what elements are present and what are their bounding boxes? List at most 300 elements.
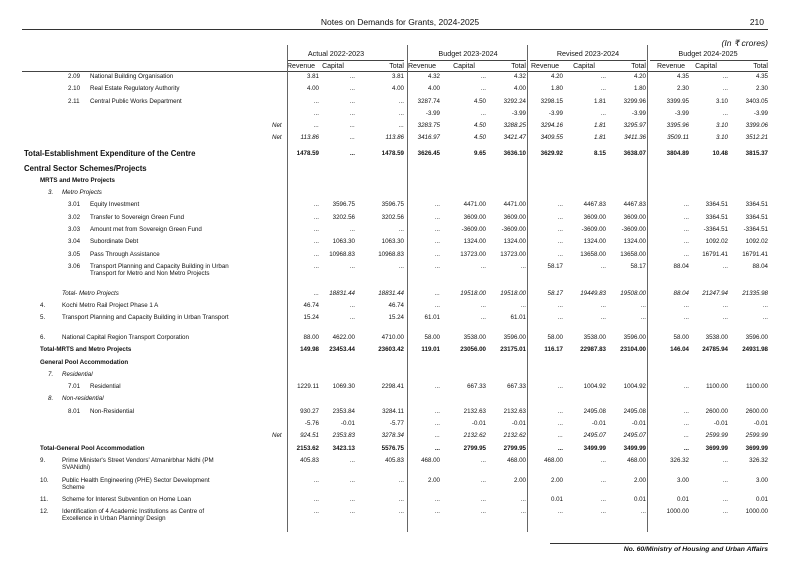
cell-value: ... (434, 302, 440, 310)
cell-value: 1.81 (593, 134, 606, 142)
cell-value: -3.99 (674, 109, 689, 117)
sub-header-capital: Capital (322, 63, 344, 70)
cell-value: 4467.83 (623, 201, 646, 209)
cell-value: 0.01 (676, 496, 689, 504)
cell-value: ... (313, 508, 319, 516)
group-header-budget-2023: Budget 2023-2024 (438, 49, 498, 58)
cell-value: ... (600, 85, 606, 93)
row-label: MRTS and Metro Projects (40, 176, 115, 184)
cell-value: ... (600, 476, 606, 484)
cell-value: 18831.44 (329, 289, 355, 297)
sub-header-revenue: Revenue (531, 63, 560, 70)
row-label: Central Public Works Department (90, 97, 182, 105)
cell-value: ... (480, 262, 486, 270)
cell-value: 326.32 (749, 456, 768, 464)
cell-value: 4622.00 (332, 333, 355, 341)
table-row (0, 407, 800, 419)
cell-value: 24785.94 (702, 346, 728, 354)
cell-value: 667.33 (507, 383, 526, 391)
cell-value: 3699.99 (705, 444, 728, 452)
cell-value: ... (640, 314, 646, 322)
cell-value: 3294.16 (540, 122, 563, 130)
cell-value: 3395.96 (666, 122, 689, 130)
cell-value: 2298.41 (381, 383, 404, 391)
cell-value: ... (434, 432, 440, 440)
cell-value: 3.00 (755, 476, 768, 484)
cell-value: 2353.83 (332, 432, 355, 440)
table-row (0, 250, 800, 262)
cell-value: 3609.00 (623, 213, 646, 221)
cell-value: 3538.00 (583, 333, 606, 341)
cell-value: -0.01 (340, 420, 355, 428)
cell-value: 3283.75 (417, 122, 440, 130)
sub-header-capital: Capital (573, 63, 595, 70)
cell-value: 0.01 (633, 496, 646, 504)
cell-value: 3298.15 (540, 97, 563, 105)
table-row (0, 289, 800, 301)
cell-value: 2495.08 (623, 407, 646, 415)
cell-value: ... (480, 302, 486, 310)
cell-value: ... (683, 407, 689, 415)
cell-value: ... (683, 238, 689, 246)
cell-value: ... (398, 262, 404, 270)
cell-value: 61.01 (424, 314, 440, 322)
cell-value: 3299.96 (623, 97, 646, 105)
cell-value: ... (722, 73, 728, 80)
cell-value: 4.32 (513, 73, 526, 80)
row-label: General Pool Accommodation (40, 358, 129, 366)
sub-header-total: Total (753, 63, 768, 70)
cell-value: 88.04 (673, 262, 689, 270)
cell-value: 3288.25 (503, 122, 526, 130)
cell-value: ... (313, 496, 319, 504)
cell-value: 146.04 (670, 346, 689, 354)
cell-value: ... (683, 444, 689, 452)
cell-value: 4.50 (473, 134, 486, 142)
table-row (0, 456, 800, 476)
row-label: Pass Through Assistance (90, 250, 160, 258)
table-row (0, 84, 800, 96)
cell-value: 3364.51 (705, 213, 728, 221)
cell-value: 2.30 (755, 85, 768, 93)
cell-value: ... (722, 496, 728, 504)
cell-value: 3295.97 (623, 122, 646, 130)
cell-value: 468.00 (544, 456, 563, 464)
cell-value: 2132.62 (503, 432, 526, 440)
table-row (0, 394, 800, 406)
cell-value: 5576.75 (381, 444, 404, 452)
cell-value: -0.01 (511, 420, 526, 428)
cell-value: 3512.21 (745, 134, 768, 142)
row-code: 3.05 (68, 250, 81, 258)
cell-value: ... (557, 420, 563, 428)
cell-value: 3609.00 (583, 213, 606, 221)
cell-value: ... (600, 109, 606, 117)
cell-value: 2599.99 (705, 432, 728, 440)
cell-value: 2.00 (633, 476, 646, 484)
cell-value: 58.00 (673, 333, 689, 341)
table-row (0, 507, 800, 527)
cell-value: ... (313, 122, 319, 130)
cell-value: ... (480, 496, 486, 504)
cell-value: ... (480, 476, 486, 484)
table-row (0, 133, 800, 145)
cell-value: ... (600, 262, 606, 270)
cell-value: ... (557, 238, 563, 246)
row-label: National Building Organisation (90, 73, 174, 80)
cell-value: 13658.00 (620, 250, 646, 258)
table-row (0, 313, 800, 333)
cell-value: ... (313, 289, 319, 297)
row-label: Central Sector Schemes/Projects (24, 163, 147, 173)
cell-value: 16791.41 (702, 250, 728, 258)
cell-value: 1324.00 (583, 238, 606, 246)
cell-value: -5.76 (304, 420, 319, 428)
table-row (0, 358, 800, 370)
cell-value: 2.30 (676, 85, 689, 93)
group-rule (410, 60, 526, 61)
cell-value: ... (434, 213, 440, 221)
cell-value: 3364.51 (705, 201, 728, 209)
table-row (0, 176, 800, 188)
cell-value: 405.83 (385, 456, 404, 464)
cell-value: -3.99 (548, 109, 563, 117)
cell-value: ... (557, 225, 563, 233)
cell-value: 3609.00 (463, 213, 486, 221)
row-code: 3.06 (68, 262, 81, 270)
row-code: 8. (48, 395, 54, 403)
cell-value: ... (349, 496, 355, 504)
cell-value: ... (557, 250, 563, 258)
cell-value: 3815.37 (745, 149, 768, 157)
cell-value: ... (683, 432, 689, 440)
cell-value: ... (600, 314, 606, 322)
row-label: Transport Planning and Capacity Building in Urban Transport for Metro and Non Metro Projects (90, 262, 229, 277)
table-row (0, 188, 800, 200)
row-label: Non-Residential (90, 407, 135, 415)
cell-value: 3411.36 (624, 134, 646, 142)
cell-value: ... (640, 302, 646, 310)
row-label: Total-Establishment Expenditure of the Centre (24, 148, 196, 158)
footer-rule (550, 543, 768, 544)
cell-value: ... (683, 314, 689, 322)
cell-value: ... (349, 456, 355, 464)
table-row (0, 333, 800, 345)
cell-value: ... (762, 314, 768, 322)
cell-value: 23453.44 (329, 346, 355, 354)
cell-value: ... (398, 496, 404, 504)
cell-value: 3.81 (391, 73, 404, 80)
cell-value: 2132.63 (463, 407, 486, 415)
cell-value: ... (434, 289, 440, 297)
cell-value: ... (349, 508, 355, 516)
table-body (0, 72, 800, 527)
cell-value: ... (683, 302, 689, 310)
table-row (0, 237, 800, 249)
cell-value: ... (557, 444, 563, 452)
row-label: Subordinate Debt (90, 238, 139, 246)
cell-value: ... (600, 496, 606, 504)
sub-header-revenue: Revenue (408, 63, 437, 70)
cell-value: ... (434, 262, 440, 270)
cell-value: ... (349, 302, 355, 310)
cell-value: ... (557, 508, 563, 516)
row-code: 6. (40, 333, 46, 341)
cell-value: 468.00 (421, 456, 440, 464)
group-rule (530, 60, 646, 61)
row-code: 3. (48, 189, 54, 197)
sub-header-total: Total (511, 63, 526, 70)
cell-value: ... (434, 407, 440, 415)
cell-value: ... (520, 496, 526, 504)
cell-value: 1069.30 (332, 383, 355, 391)
page-number: 210 (749, 17, 764, 27)
cell-value: 88.04 (752, 262, 768, 270)
cell-value: 3202.56 (381, 213, 404, 221)
cell-value: 3629.92 (540, 149, 563, 157)
cell-value: ... (683, 420, 689, 428)
cell-value: ... (600, 302, 606, 310)
cell-value: 4.35 (755, 73, 768, 80)
cell-value: 468.00 (627, 456, 646, 464)
cell-value: 61.01 (510, 314, 526, 322)
cell-value: ... (557, 383, 563, 391)
cell-value: ... (349, 97, 355, 105)
cell-value: ... (480, 73, 486, 80)
cell-value: 2132.63 (503, 407, 526, 415)
row-label: Total- Metro Projects (62, 289, 119, 297)
table-row (0, 345, 800, 357)
cell-value: 10.48 (712, 149, 728, 157)
cell-value: 0.01 (755, 496, 768, 504)
group-header-revised-2023: Revised 2023-2024 (556, 49, 620, 58)
cell-value: ... (722, 456, 728, 464)
cell-value: 1092.02 (705, 238, 728, 246)
cell-value: 1324.00 (623, 238, 646, 246)
cell-value: ... (434, 508, 440, 516)
cell-value: ... (557, 201, 563, 209)
cell-value: 4471.00 (503, 201, 526, 209)
cell-value: 3509.11 (667, 134, 689, 142)
cell-value: 1063.30 (332, 238, 355, 246)
cell-value: 8.15 (593, 149, 606, 157)
cell-value: 13723.00 (500, 250, 526, 258)
cell-value: 15.24 (303, 314, 319, 322)
cell-value: ... (557, 213, 563, 221)
cell-value: 4710.00 (381, 333, 404, 341)
cell-value: 4467.83 (583, 201, 606, 209)
cell-value: 88.04 (673, 289, 689, 297)
cell-value: 58.00 (424, 333, 440, 341)
cell-value: ... (480, 85, 486, 93)
cell-value: 1092.02 (745, 238, 768, 246)
cell-value: ... (557, 314, 563, 322)
cell-value: ... (349, 149, 355, 157)
cell-value: -5.77 (389, 420, 404, 428)
cell-value: 4.35 (676, 73, 689, 80)
sub-header-capital: Capital (453, 63, 475, 70)
cell-value: 4.50 (473, 122, 486, 130)
cell-value: 1324.00 (463, 238, 486, 246)
row-code: 3.02 (68, 213, 81, 221)
cell-value: -3364.51 (703, 225, 728, 233)
cell-value: 2600.00 (705, 407, 728, 415)
row-code: 3.04 (68, 238, 81, 246)
cell-value: ... (398, 97, 404, 105)
cell-value: -0.01 (591, 420, 606, 428)
cell-value: 2799.95 (463, 444, 486, 452)
cell-value: 58.17 (547, 262, 563, 270)
cell-value: ... (722, 109, 728, 117)
cell-value: ... (520, 508, 526, 516)
cell-value: 3287.74 (417, 97, 440, 105)
cell-value: 3596.00 (623, 333, 646, 341)
cell-value: ... (398, 109, 404, 117)
cell-value: ... (600, 456, 606, 464)
sub-header-total: Total (631, 63, 646, 70)
cell-value: ... (722, 85, 728, 93)
row-label: Transfer to Sovereign Green Fund (90, 213, 185, 221)
cell-value: 113.86 (300, 134, 319, 142)
cell-value: 13723.00 (460, 250, 486, 258)
row-label: National Capital Region Transport Corporation (62, 333, 189, 341)
cell-value: 19518.00 (460, 289, 486, 297)
row-code: 7.01 (68, 383, 81, 391)
cell-value: 2495.08 (583, 407, 606, 415)
cell-value: 3364.51 (745, 201, 768, 209)
cell-value: 3399.95 (666, 97, 689, 105)
cell-value: ... (557, 407, 563, 415)
table-row (0, 382, 800, 394)
footer-text: No. 60/Ministry of Housing and Urban Affairs (623, 546, 768, 553)
cell-value: ... (722, 314, 728, 322)
group-header-actual: Actual 2022-2023 (307, 49, 365, 58)
cell-value: 1478.59 (381, 149, 404, 157)
row-code: 5. (40, 314, 46, 322)
cell-value: 2.00 (513, 476, 526, 484)
cell-value: 1000.00 (666, 508, 689, 516)
row-label: Public Health Engineering (PHE) Sector Development Scheme (62, 476, 210, 491)
cell-value: 116.17 (544, 346, 563, 354)
cell-value: -3364.51 (743, 225, 768, 233)
sub-header-revenue: Revenue (657, 63, 686, 70)
cell-value: ... (722, 508, 728, 516)
cell-value: ... (557, 432, 563, 440)
cell-value: 3596.00 (503, 333, 526, 341)
row-code: 12. (40, 508, 49, 516)
cell-value: 113.86 (385, 134, 404, 142)
cell-value: 3626.45 (417, 149, 440, 157)
cell-value: 2600.00 (745, 407, 768, 415)
cell-value: 3596.75 (381, 201, 404, 209)
sub-header-revenue: Revenue (287, 63, 316, 70)
cell-value: 4.00 (391, 85, 404, 93)
cell-value: 3596.00 (745, 333, 768, 341)
cell-value: ... (480, 109, 486, 117)
cell-value: 468.00 (507, 456, 526, 464)
cell-value: 4.00 (513, 85, 526, 93)
cell-value: 149.98 (300, 346, 319, 354)
cell-value: 326.32 (670, 456, 689, 464)
cell-value: -0.01 (631, 420, 646, 428)
cell-value: 4.00 (306, 85, 319, 93)
cell-value: 3278.34 (381, 432, 404, 440)
row-code: 2.09 (68, 73, 81, 80)
sub-header-capital: Capital (695, 63, 717, 70)
table-row (0, 495, 800, 507)
cell-value: 16791.41 (742, 250, 768, 258)
cell-value: 3638.07 (623, 149, 646, 157)
row-label: Non-residential (62, 395, 104, 403)
cell-value: 2153.62 (296, 444, 319, 452)
row-code: 9. (40, 456, 46, 464)
cell-value: 3499.99 (623, 444, 646, 452)
cell-value: ... (349, 122, 355, 130)
table-row (0, 301, 800, 313)
cell-value: -3.99 (631, 109, 646, 117)
table-row (0, 146, 800, 161)
cell-value: 1324.00 (503, 238, 526, 246)
cell-value: ... (683, 383, 689, 391)
cell-value: -3.99 (511, 109, 526, 117)
cell-value: 58.17 (547, 289, 563, 297)
cell-value: 3.10 (715, 134, 728, 142)
cell-value: -3.99 (425, 109, 440, 117)
cell-value: 1229.11 (297, 383, 319, 391)
cell-value: 58.17 (630, 262, 646, 270)
table-row (0, 476, 800, 496)
cell-value: 3.10 (715, 97, 728, 105)
cell-value: 3409.55 (540, 134, 563, 142)
cell-value: 2799.95 (503, 444, 526, 452)
cell-value: 46.74 (388, 302, 404, 310)
cell-value: 3292.24 (503, 97, 526, 105)
cell-value: 23056.00 (460, 346, 486, 354)
cell-value: ... (313, 109, 319, 117)
cell-value: ... (313, 97, 319, 105)
cell-value: ... (349, 109, 355, 117)
cell-value: ... (434, 238, 440, 246)
cell-value: 2132.62 (463, 432, 486, 440)
cell-value: -3609.00 (501, 225, 526, 233)
cell-value: ... (349, 85, 355, 93)
table-row (0, 262, 800, 289)
cell-value: 21247.94 (702, 289, 728, 297)
table-row (0, 72, 800, 84)
cell-value: ... (520, 302, 526, 310)
cell-value: ... (722, 476, 728, 484)
row-label: Kochi Metro Rail Project Phase 1 A (62, 302, 159, 310)
cell-value: ... (683, 201, 689, 209)
cell-value: 2495.07 (623, 432, 646, 440)
cell-value: ... (434, 250, 440, 258)
cell-value: ... (434, 496, 440, 504)
cell-value: 23603.42 (378, 346, 404, 354)
cell-value: ... (398, 508, 404, 516)
cell-value: ... (434, 201, 440, 209)
cell-value: 4471.00 (463, 201, 486, 209)
cell-value: 1100.00 (706, 383, 728, 391)
cell-value: ... (434, 383, 440, 391)
row-code: 2.10 (68, 85, 81, 93)
cell-value: ... (683, 250, 689, 258)
cell-value: 1000.00 (745, 508, 768, 516)
group-rule (288, 60, 404, 61)
group-header-budget-2024: Budget 2024-2025 (678, 49, 738, 58)
table-row (0, 200, 800, 212)
cell-value: 1.80 (633, 85, 646, 93)
cell-value: 667.33 (467, 383, 486, 391)
